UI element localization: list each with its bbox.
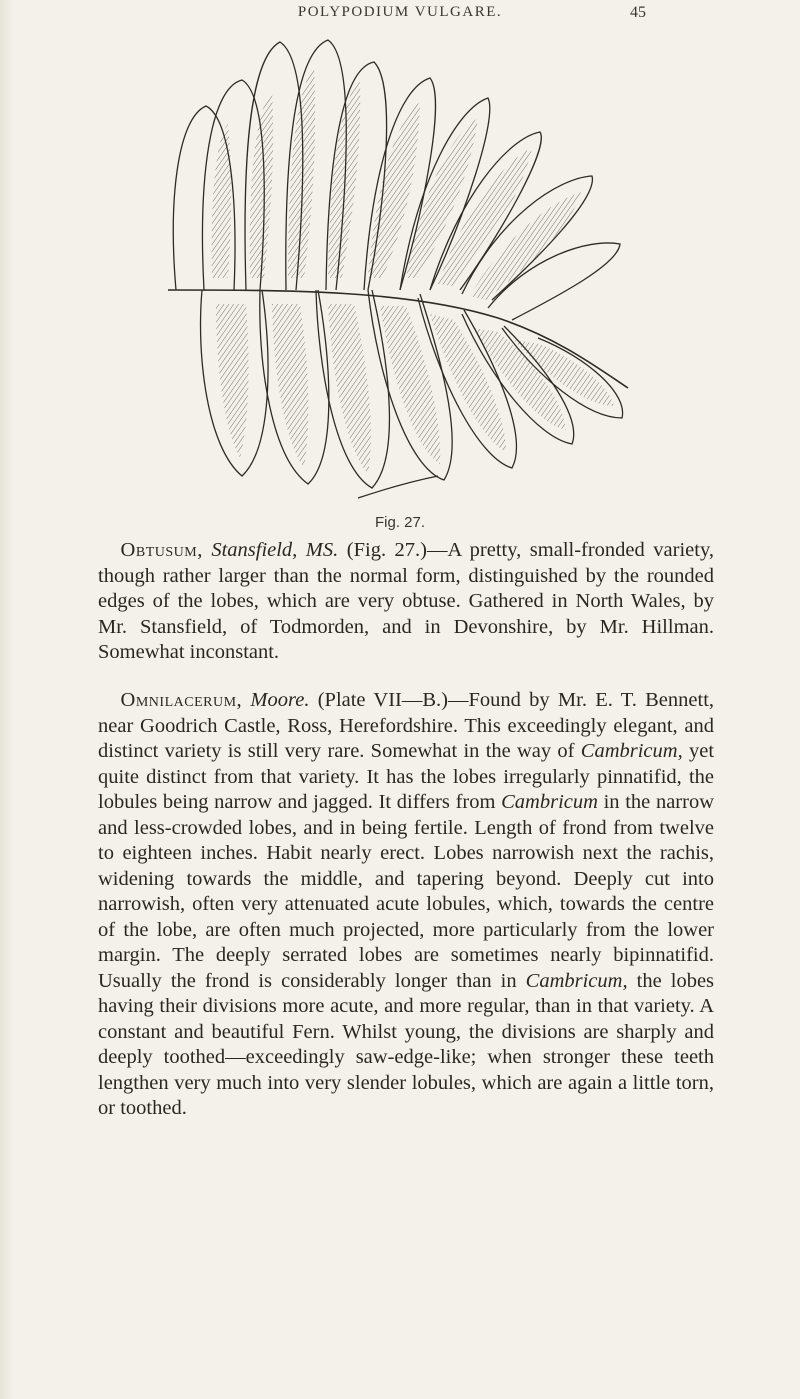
paragraph-omnilacerum-text-a: (Plate VII—B.)—Found by Mr. E. T. Bennett, near Goodrich Castle, Ross, Herefordshire. This exceedingly elegant, and distinct variety is still very rare. Somewhat in the way of [98,689,715,762]
paragraph-omnilacerum [98,688,714,1122]
authority-obtusum: Stansfield, MS. [211,539,339,561]
variety-name-obtusum: Obtusum, [120,539,203,561]
paragraph-obtusum [98,538,714,666]
running-title: POLYPODIUM VULGARE. [297,4,503,20]
running-head [0,4,800,24]
reference-cambricum-2: Cambricum [501,791,598,813]
fern-frond-drawing [168,28,638,510]
page-edge-shadow [0,0,14,1399]
variety-name-omnilacerum: Omnilacerum, [120,689,243,711]
paragraph-obtusum-text: (Fig. 27.)—A pretty, small-fronded variety, though rather larger than the normal form, distinguished by the rounded edges of the lobes, which are very obtuse. Gathered in North Wales, by Mr. Stansfield, of Todmorden, and in Devonshire, by Mr. Hillman. Somewhat inconstant. [98,539,714,663]
reference-cambricum-1: Cambricum, [580,740,683,762]
figure-caption: Fig. 27. [374,514,426,531]
paragraph-omnilacerum-text-d: the lobes having their divisions more acute, and more regular, than in that variety. A constant and beautiful Fern. Whilst young, the divisions are sharply and deeply toothed—exceedingly saw-edge-like; when stronger these teeth lengthen very much into very slender lobules, which are again a little torn, or toothed. [98,969,715,1119]
fern-frond-illustration [168,28,638,510]
authority-omnilacerum: Moore. [250,689,310,711]
paragraph-omnilacerum-text-c: in the narrow and less-crowded lobes, and in being fertile. Length of frond from twelve to eighteen inches. Habit nearly erect. Lobes narrowish next the rachis, widening towards the middle, and tapering beyond. Deeply cut into narrowish, often very attenuated acute lobules, which, towards the centre of the lobe, are often much projected, more particularly from the lower margin. The deeply serrated lobes are sometimes nearly bipinnatifid. Usually the frond is considerably longer than in [98,791,715,992]
paragraph-omnilacerum-text-b: yet quite distinct from that variety. It has the lobes irregularly pinnatifid, the lobules being narrow and jagged. It differs from [98,740,715,813]
reference-cambricum-3: Cambricum, [525,969,628,992]
page-number: 45 [630,4,646,21]
